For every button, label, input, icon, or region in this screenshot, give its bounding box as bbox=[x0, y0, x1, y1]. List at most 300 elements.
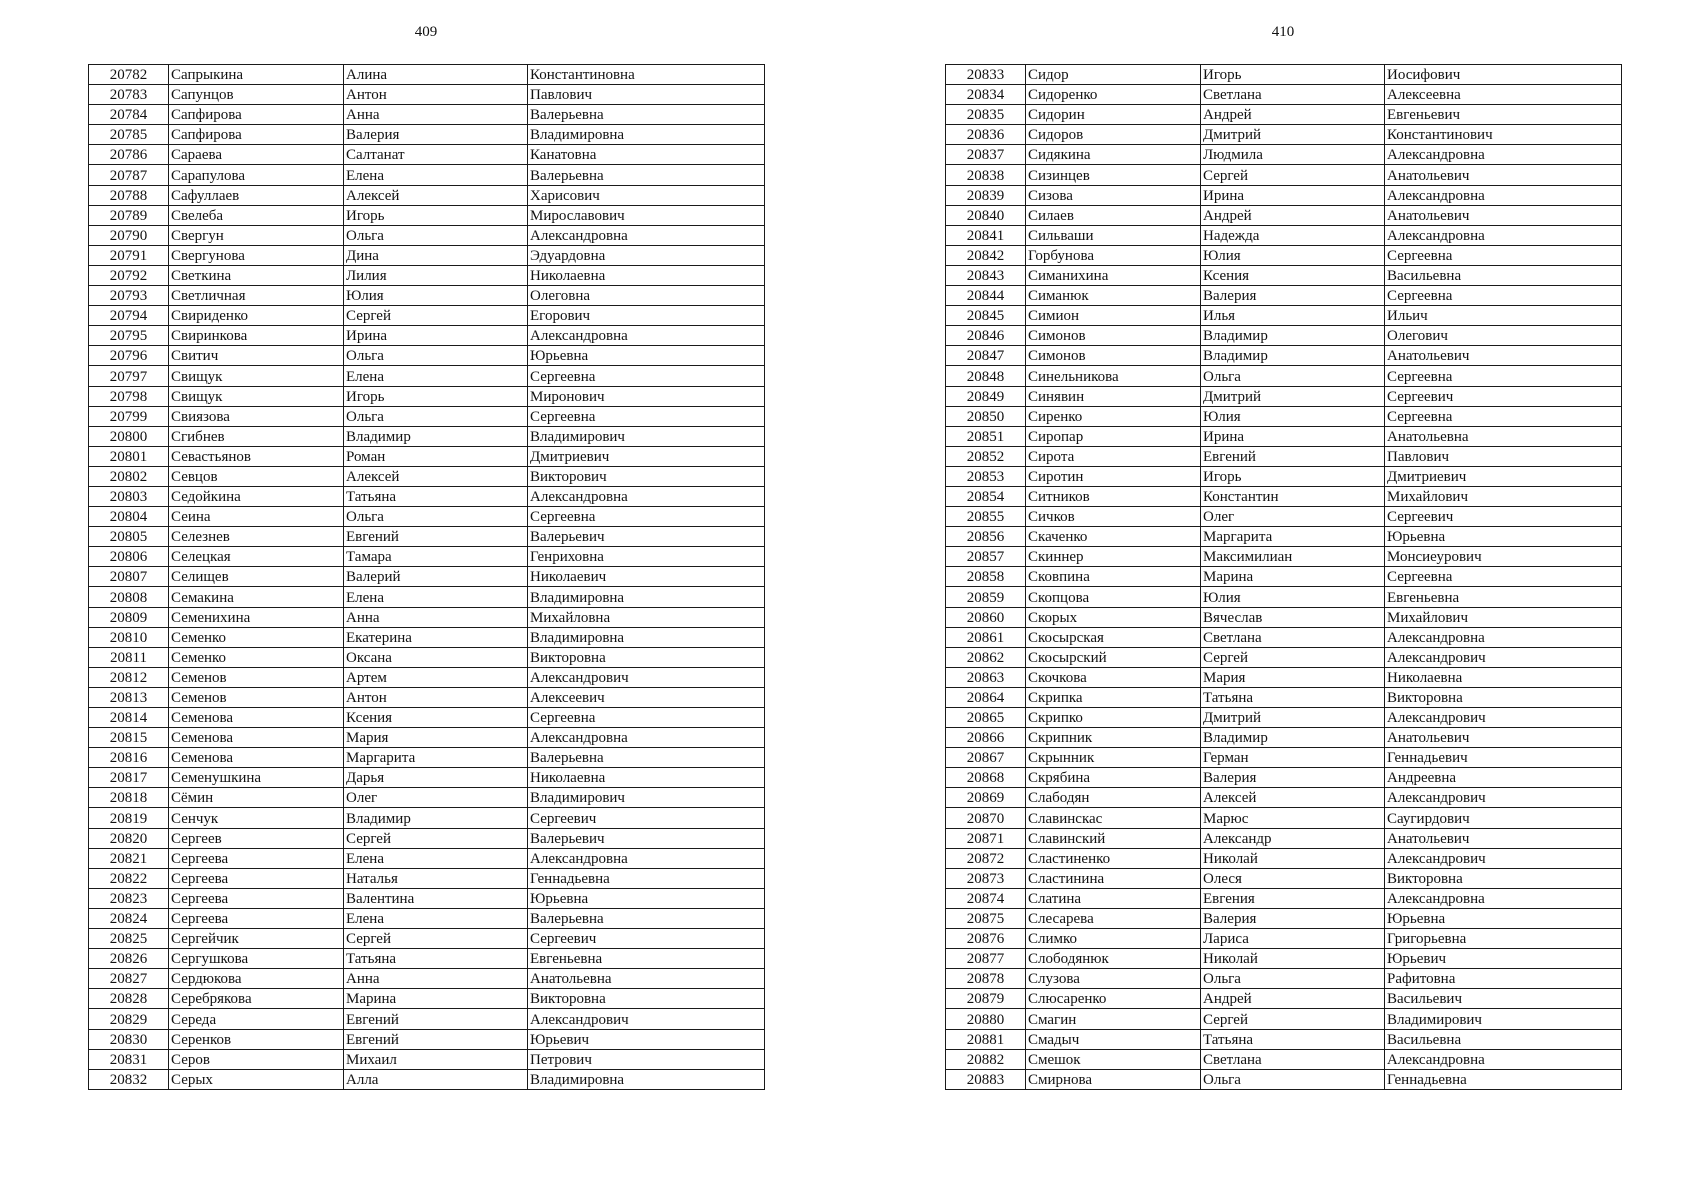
record-number-cell: 20828 bbox=[89, 989, 169, 1009]
patronymic-cell: Сергеевна bbox=[1385, 245, 1622, 265]
record-number-cell: 20810 bbox=[89, 627, 169, 647]
patronymic-cell: Сергеевна bbox=[528, 366, 765, 386]
patronymic-cell: Геннадьевич bbox=[1385, 748, 1622, 768]
table-row bbox=[89, 949, 765, 969]
record-number-cell: 20859 bbox=[946, 587, 1026, 607]
surname-cell: Середа bbox=[169, 1009, 344, 1029]
first-name-cell: Герман bbox=[1201, 748, 1385, 768]
patronymic-cell: Александрович bbox=[528, 1009, 765, 1029]
record-number-cell: 20794 bbox=[89, 306, 169, 326]
table-row bbox=[89, 1029, 765, 1049]
record-number-cell: 20799 bbox=[89, 406, 169, 426]
record-number-cell: 20795 bbox=[89, 326, 169, 346]
table-row bbox=[946, 587, 1622, 607]
table-row bbox=[946, 627, 1622, 647]
patronymic-cell: Владимирович bbox=[1385, 1009, 1622, 1029]
patronymic-cell: Валерьевна bbox=[528, 165, 765, 185]
surname-cell: Сергушкова bbox=[169, 949, 344, 969]
table-row bbox=[89, 587, 765, 607]
surname-cell: Скочкова bbox=[1026, 667, 1201, 687]
first-name-cell: Игорь bbox=[344, 386, 528, 406]
first-name-cell: Дина bbox=[344, 245, 528, 265]
first-name-cell: Валентина bbox=[344, 888, 528, 908]
patronymic-cell: Александровна bbox=[528, 486, 765, 506]
surname-cell: Сеина bbox=[169, 507, 344, 527]
table-row bbox=[946, 708, 1622, 728]
patronymic-cell: Петрович bbox=[528, 1049, 765, 1069]
patronymic-cell: Александрович bbox=[1385, 647, 1622, 667]
surname-cell: Скосырская bbox=[1026, 627, 1201, 647]
table-row bbox=[89, 225, 765, 245]
surname-cell: Сергеева bbox=[169, 868, 344, 888]
patronymic-cell: Олегович bbox=[1385, 326, 1622, 346]
record-number-cell: 20811 bbox=[89, 647, 169, 667]
table-row bbox=[946, 105, 1622, 125]
table-row bbox=[946, 1049, 1622, 1069]
patronymic-cell: Миронович bbox=[528, 386, 765, 406]
patronymic-cell: Геннадьевна bbox=[1385, 1069, 1622, 1089]
patronymic-cell: Владимировна bbox=[528, 1069, 765, 1089]
table-row bbox=[946, 1029, 1622, 1049]
table-row bbox=[946, 788, 1622, 808]
first-name-cell: Антон bbox=[344, 687, 528, 707]
table-row bbox=[946, 808, 1622, 828]
table-row bbox=[946, 1069, 1622, 1089]
record-number-cell: 20835 bbox=[946, 105, 1026, 125]
table-row bbox=[946, 607, 1622, 627]
record-number-cell: 20827 bbox=[89, 969, 169, 989]
record-number-cell: 20842 bbox=[946, 245, 1026, 265]
record-number-cell: 20849 bbox=[946, 386, 1026, 406]
record-number-cell: 20817 bbox=[89, 768, 169, 788]
surname-cell: Скосырский bbox=[1026, 647, 1201, 667]
patronymic-cell: Владимировна bbox=[528, 627, 765, 647]
surname-cell: Сиропар bbox=[1026, 426, 1201, 446]
patronymic-cell: Юрьевна bbox=[1385, 908, 1622, 928]
record-number-cell: 20878 bbox=[946, 969, 1026, 989]
surname-cell: Симонов bbox=[1026, 326, 1201, 346]
patronymic-cell: Мирославович bbox=[528, 205, 765, 225]
first-name-cell: Марюс bbox=[1201, 808, 1385, 828]
record-number-cell: 20783 bbox=[89, 85, 169, 105]
patronymic-cell: Сергеевич bbox=[1385, 386, 1622, 406]
table-row bbox=[89, 386, 765, 406]
first-name-cell: Людмила bbox=[1201, 145, 1385, 165]
surname-cell: Силаев bbox=[1026, 205, 1201, 225]
table-row bbox=[946, 165, 1622, 185]
patronymic-cell: Эдуардовна bbox=[528, 245, 765, 265]
record-number-cell: 20832 bbox=[89, 1069, 169, 1089]
table-row bbox=[89, 366, 765, 386]
table-row bbox=[89, 1009, 765, 1029]
patronymic-cell: Олеговна bbox=[528, 286, 765, 306]
first-name-cell: Николай bbox=[1201, 949, 1385, 969]
record-number-cell: 20867 bbox=[946, 748, 1026, 768]
first-name-cell: Сергей bbox=[344, 828, 528, 848]
first-name-cell: Владимир bbox=[1201, 728, 1385, 748]
surname-cell: Серебрякова bbox=[169, 989, 344, 1009]
surname-cell: Сапунцов bbox=[169, 85, 344, 105]
record-number-cell: 20854 bbox=[946, 486, 1026, 506]
table-row bbox=[946, 185, 1622, 205]
record-number-cell: 20815 bbox=[89, 728, 169, 748]
surname-cell: Сичков bbox=[1026, 507, 1201, 527]
record-number-cell: 20791 bbox=[89, 245, 169, 265]
surname-cell: Симонов bbox=[1026, 346, 1201, 366]
first-name-cell: Светлана bbox=[1201, 1049, 1385, 1069]
first-name-cell: Валерий bbox=[344, 567, 528, 587]
first-name-cell: Елена bbox=[344, 848, 528, 868]
surname-cell: Слюсаренко bbox=[1026, 989, 1201, 1009]
record-number-cell: 20826 bbox=[89, 949, 169, 969]
record-number-cell: 20846 bbox=[946, 326, 1026, 346]
first-name-cell: Мария bbox=[1201, 667, 1385, 687]
first-name-cell: Игорь bbox=[1201, 65, 1385, 85]
record-number-cell: 20882 bbox=[946, 1049, 1026, 1069]
record-number-cell: 20876 bbox=[946, 929, 1026, 949]
surname-cell: Сгибнев bbox=[169, 426, 344, 446]
first-name-cell: Игорь bbox=[344, 205, 528, 225]
first-name-cell: Олеся bbox=[1201, 868, 1385, 888]
record-number-cell: 20825 bbox=[89, 929, 169, 949]
first-name-cell: Светлана bbox=[1201, 85, 1385, 105]
first-name-cell: Дмитрий bbox=[1201, 125, 1385, 145]
record-number-cell: 20797 bbox=[89, 366, 169, 386]
surname-cell: Сапрыкина bbox=[169, 65, 344, 85]
patronymic-cell: Рафитовна bbox=[1385, 969, 1622, 989]
first-name-cell: Юлия bbox=[344, 286, 528, 306]
record-number-cell: 20786 bbox=[89, 145, 169, 165]
surname-cell: Симион bbox=[1026, 306, 1201, 326]
first-name-cell: Андрей bbox=[1201, 105, 1385, 125]
table-row bbox=[946, 125, 1622, 145]
patronymic-cell: Павлович bbox=[528, 85, 765, 105]
patronymic-cell: Николаевич bbox=[528, 567, 765, 587]
table-row bbox=[89, 808, 765, 828]
first-name-cell: Наталья bbox=[344, 868, 528, 888]
first-name-cell: Елена bbox=[344, 165, 528, 185]
patronymic-cell: Сергеевна bbox=[528, 507, 765, 527]
record-number-cell: 20820 bbox=[89, 828, 169, 848]
patronymic-cell: Алексеевна bbox=[1385, 85, 1622, 105]
table-row bbox=[89, 768, 765, 788]
surname-cell: Синявин bbox=[1026, 386, 1201, 406]
first-name-cell: Ксения bbox=[1201, 265, 1385, 285]
table-row bbox=[89, 65, 765, 85]
first-name-cell: Ольга bbox=[1201, 366, 1385, 386]
record-number-cell: 20830 bbox=[89, 1029, 169, 1049]
table-row bbox=[946, 507, 1622, 527]
surname-cell: Семенов bbox=[169, 687, 344, 707]
first-name-cell: Мария bbox=[344, 728, 528, 748]
surname-cell: Скаченко bbox=[1026, 527, 1201, 547]
record-number-cell: 20841 bbox=[946, 225, 1026, 245]
record-number-cell: 20798 bbox=[89, 386, 169, 406]
first-name-cell: Ольга bbox=[344, 406, 528, 426]
surname-cell: Слободянюк bbox=[1026, 949, 1201, 969]
first-name-cell: Лилия bbox=[344, 265, 528, 285]
record-number-cell: 20865 bbox=[946, 708, 1026, 728]
table-row bbox=[89, 748, 765, 768]
patronymic-cell: Александровна bbox=[1385, 627, 1622, 647]
patronymic-cell: Сергеевна bbox=[1385, 406, 1622, 426]
record-number-cell: 20813 bbox=[89, 687, 169, 707]
table-row bbox=[89, 607, 765, 627]
patronymic-cell: Саугирдович bbox=[1385, 808, 1622, 828]
table-row bbox=[89, 728, 765, 748]
patronymic-cell: Сергеевич bbox=[528, 808, 765, 828]
surname-cell: Сергейчик bbox=[169, 929, 344, 949]
surname-cell: Свищук bbox=[169, 386, 344, 406]
surname-cell: Сергеева bbox=[169, 908, 344, 928]
first-name-cell: Николай bbox=[1201, 848, 1385, 868]
surname-cell: Сидорин bbox=[1026, 105, 1201, 125]
first-name-cell: Максимилиан bbox=[1201, 547, 1385, 567]
surname-cell: Скрипко bbox=[1026, 708, 1201, 728]
first-name-cell: Ольга bbox=[344, 225, 528, 245]
surname-cell: Севцов bbox=[169, 466, 344, 486]
first-name-cell: Ольга bbox=[344, 346, 528, 366]
patronymic-cell: Александровна bbox=[1385, 888, 1622, 908]
patronymic-cell: Сергеевич bbox=[1385, 507, 1622, 527]
table-row bbox=[946, 647, 1622, 667]
record-number-cell: 20840 bbox=[946, 205, 1026, 225]
patronymic-cell: Анатольевна bbox=[1385, 426, 1622, 446]
table-row bbox=[946, 969, 1622, 989]
patronymic-cell: Сергеевич bbox=[528, 929, 765, 949]
patronymic-cell: Александрович bbox=[1385, 788, 1622, 808]
patronymic-cell: Николаевна bbox=[528, 768, 765, 788]
patronymic-cell: Павлович bbox=[1385, 446, 1622, 466]
surname-cell: Свириденко bbox=[169, 306, 344, 326]
first-name-cell: Олег bbox=[344, 788, 528, 808]
patronymic-cell: Александровна bbox=[528, 848, 765, 868]
table-row bbox=[946, 667, 1622, 687]
table-row bbox=[89, 85, 765, 105]
first-name-cell: Татьяна bbox=[344, 949, 528, 969]
first-name-cell: Евгений bbox=[344, 1009, 528, 1029]
surname-cell: Славинский bbox=[1026, 828, 1201, 848]
table-row bbox=[89, 969, 765, 989]
record-number-cell: 20880 bbox=[946, 1009, 1026, 1029]
record-number-cell: 20833 bbox=[946, 65, 1026, 85]
table-row bbox=[89, 929, 765, 949]
patronymic-cell: Александровна bbox=[1385, 1049, 1622, 1069]
names-table bbox=[88, 64, 765, 1090]
table-row bbox=[946, 366, 1622, 386]
surname-cell: Сидоров bbox=[1026, 125, 1201, 145]
table-row bbox=[89, 466, 765, 486]
surname-cell: Свиязова bbox=[169, 406, 344, 426]
surname-cell: Скиннер bbox=[1026, 547, 1201, 567]
surname-cell: Семенко bbox=[169, 647, 344, 667]
patronymic-cell: Канатовна bbox=[528, 145, 765, 165]
surname-cell: Сиренко bbox=[1026, 406, 1201, 426]
table-row bbox=[946, 547, 1622, 567]
names-table-body bbox=[946, 65, 1622, 1090]
first-name-cell: Маргарита bbox=[344, 748, 528, 768]
first-name-cell: Татьяна bbox=[1201, 1029, 1385, 1049]
table-row bbox=[946, 768, 1622, 788]
record-number-cell: 20829 bbox=[89, 1009, 169, 1029]
surname-cell: Смешок bbox=[1026, 1049, 1201, 1069]
table-row bbox=[946, 728, 1622, 748]
first-name-cell: Роман bbox=[344, 446, 528, 466]
table-row bbox=[89, 989, 765, 1009]
surname-cell: Сизова bbox=[1026, 185, 1201, 205]
surname-cell: Слесарева bbox=[1026, 908, 1201, 928]
record-number-cell: 20875 bbox=[946, 908, 1026, 928]
record-number-cell: 20792 bbox=[89, 265, 169, 285]
patronymic-cell: Викторовна bbox=[1385, 687, 1622, 707]
patronymic-cell: Александровна bbox=[1385, 185, 1622, 205]
record-number-cell: 20845 bbox=[946, 306, 1026, 326]
record-number-cell: 20853 bbox=[946, 466, 1026, 486]
surname-cell: Скопцова bbox=[1026, 587, 1201, 607]
record-number-cell: 20819 bbox=[89, 808, 169, 828]
record-number-cell: 20837 bbox=[946, 145, 1026, 165]
first-name-cell: Анна bbox=[344, 969, 528, 989]
surname-cell: Синельникова bbox=[1026, 366, 1201, 386]
surname-cell: Смадыч bbox=[1026, 1029, 1201, 1049]
record-number-cell: 20818 bbox=[89, 788, 169, 808]
table-row bbox=[89, 667, 765, 687]
patronymic-cell: Григорьевна bbox=[1385, 929, 1622, 949]
surname-cell: Седойкина bbox=[169, 486, 344, 506]
first-name-cell: Владимир bbox=[344, 808, 528, 828]
first-name-cell: Елена bbox=[344, 908, 528, 928]
record-number-cell: 20824 bbox=[89, 908, 169, 928]
patronymic-cell: Владимирович bbox=[528, 426, 765, 446]
table-row bbox=[946, 225, 1622, 245]
record-number-cell: 20862 bbox=[946, 647, 1026, 667]
patronymic-cell: Сергеевна bbox=[1385, 567, 1622, 587]
table-row bbox=[89, 265, 765, 285]
patronymic-cell: Александровна bbox=[528, 225, 765, 245]
surname-cell: Сидор bbox=[1026, 65, 1201, 85]
first-name-cell: Владимир bbox=[344, 426, 528, 446]
patronymic-cell: Михайлович bbox=[1385, 486, 1622, 506]
table-row bbox=[89, 1049, 765, 1069]
surname-cell: Симанюк bbox=[1026, 286, 1201, 306]
surname-cell: Горбунова bbox=[1026, 245, 1201, 265]
surname-cell: Скрипка bbox=[1026, 687, 1201, 707]
surname-cell: Семенихина bbox=[169, 607, 344, 627]
patronymic-cell: Александрович bbox=[528, 667, 765, 687]
patronymic-cell: Владимирович bbox=[528, 788, 765, 808]
table-row bbox=[946, 205, 1622, 225]
surname-cell: Севастьянов bbox=[169, 446, 344, 466]
first-name-cell: Юлия bbox=[1201, 406, 1385, 426]
table-row bbox=[946, 848, 1622, 868]
surname-cell: Скрипник bbox=[1026, 728, 1201, 748]
surname-cell: Свелеба bbox=[169, 205, 344, 225]
patronymic-cell: Александровна bbox=[1385, 225, 1622, 245]
record-number-cell: 20787 bbox=[89, 165, 169, 185]
first-name-cell: Тамара bbox=[344, 547, 528, 567]
record-number-cell: 20802 bbox=[89, 466, 169, 486]
first-name-cell: Алексей bbox=[344, 185, 528, 205]
table-row bbox=[89, 888, 765, 908]
surname-cell: Светличная bbox=[169, 286, 344, 306]
record-number-cell: 20860 bbox=[946, 607, 1026, 627]
record-number-cell: 20808 bbox=[89, 587, 169, 607]
surname-cell: Светкина bbox=[169, 265, 344, 285]
surname-cell: Свитич bbox=[169, 346, 344, 366]
record-number-cell: 20814 bbox=[89, 708, 169, 728]
table-row bbox=[946, 265, 1622, 285]
surname-cell: Семенова bbox=[169, 708, 344, 728]
first-name-cell: Дарья bbox=[344, 768, 528, 788]
table-row bbox=[946, 85, 1622, 105]
surname-cell: Славинскас bbox=[1026, 808, 1201, 828]
table-row bbox=[946, 567, 1622, 587]
table-row bbox=[946, 527, 1622, 547]
patronymic-cell: Дмитриевич bbox=[528, 446, 765, 466]
table-row bbox=[89, 426, 765, 446]
patronymic-cell: Анатольевич bbox=[1385, 828, 1622, 848]
patronymic-cell: Юрьевна bbox=[1385, 527, 1622, 547]
table-row bbox=[946, 326, 1622, 346]
surname-cell: Свергун bbox=[169, 225, 344, 245]
record-number-cell: 20883 bbox=[946, 1069, 1026, 1089]
first-name-cell: Марина bbox=[344, 989, 528, 1009]
patronymic-cell: Сергеевна bbox=[1385, 286, 1622, 306]
record-number-cell: 20850 bbox=[946, 406, 1026, 426]
surname-cell: Сковпина bbox=[1026, 567, 1201, 587]
table-row bbox=[89, 165, 765, 185]
names-table-body bbox=[89, 65, 765, 1090]
record-number-cell: 20868 bbox=[946, 768, 1026, 788]
table-row bbox=[89, 788, 765, 808]
first-name-cell: Ольга bbox=[1201, 1069, 1385, 1089]
surname-cell: Слимко bbox=[1026, 929, 1201, 949]
patronymic-cell: Иосифович bbox=[1385, 65, 1622, 85]
surname-cell: Сильваши bbox=[1026, 225, 1201, 245]
first-name-cell: Ксения bbox=[344, 708, 528, 728]
patronymic-cell: Валерьевна bbox=[528, 105, 765, 125]
first-name-cell: Елена bbox=[344, 587, 528, 607]
surname-cell: Селезнев bbox=[169, 527, 344, 547]
first-name-cell: Маргарита bbox=[1201, 527, 1385, 547]
table-row bbox=[946, 245, 1622, 265]
record-number-cell: 20874 bbox=[946, 888, 1026, 908]
record-number-cell: 20881 bbox=[946, 1029, 1026, 1049]
patronymic-cell: Викторовна bbox=[1385, 868, 1622, 888]
first-name-cell: Константин bbox=[1201, 486, 1385, 506]
surname-cell: Серов bbox=[169, 1049, 344, 1069]
patronymic-cell: Валерьевна bbox=[528, 908, 765, 928]
surname-cell: Сёмин bbox=[169, 788, 344, 808]
record-number-cell: 20805 bbox=[89, 527, 169, 547]
table-row bbox=[89, 105, 765, 125]
record-number-cell: 20856 bbox=[946, 527, 1026, 547]
record-number-cell: 20857 bbox=[946, 547, 1026, 567]
record-number-cell: 20816 bbox=[89, 748, 169, 768]
table-row bbox=[946, 466, 1622, 486]
surname-cell: Свищук bbox=[169, 366, 344, 386]
table-row bbox=[946, 687, 1622, 707]
record-number-cell: 20852 bbox=[946, 446, 1026, 466]
patronymic-cell: Юрьевна bbox=[528, 888, 765, 908]
page-number: 410 bbox=[1271, 24, 1295, 40]
surname-cell: Семенушкина bbox=[169, 768, 344, 788]
surname-cell: Сирота bbox=[1026, 446, 1201, 466]
patronymic-cell: Андреевна bbox=[1385, 768, 1622, 788]
patronymic-cell: Юрьевич bbox=[1385, 949, 1622, 969]
table-row bbox=[89, 205, 765, 225]
patronymic-cell: Викторович bbox=[528, 466, 765, 486]
